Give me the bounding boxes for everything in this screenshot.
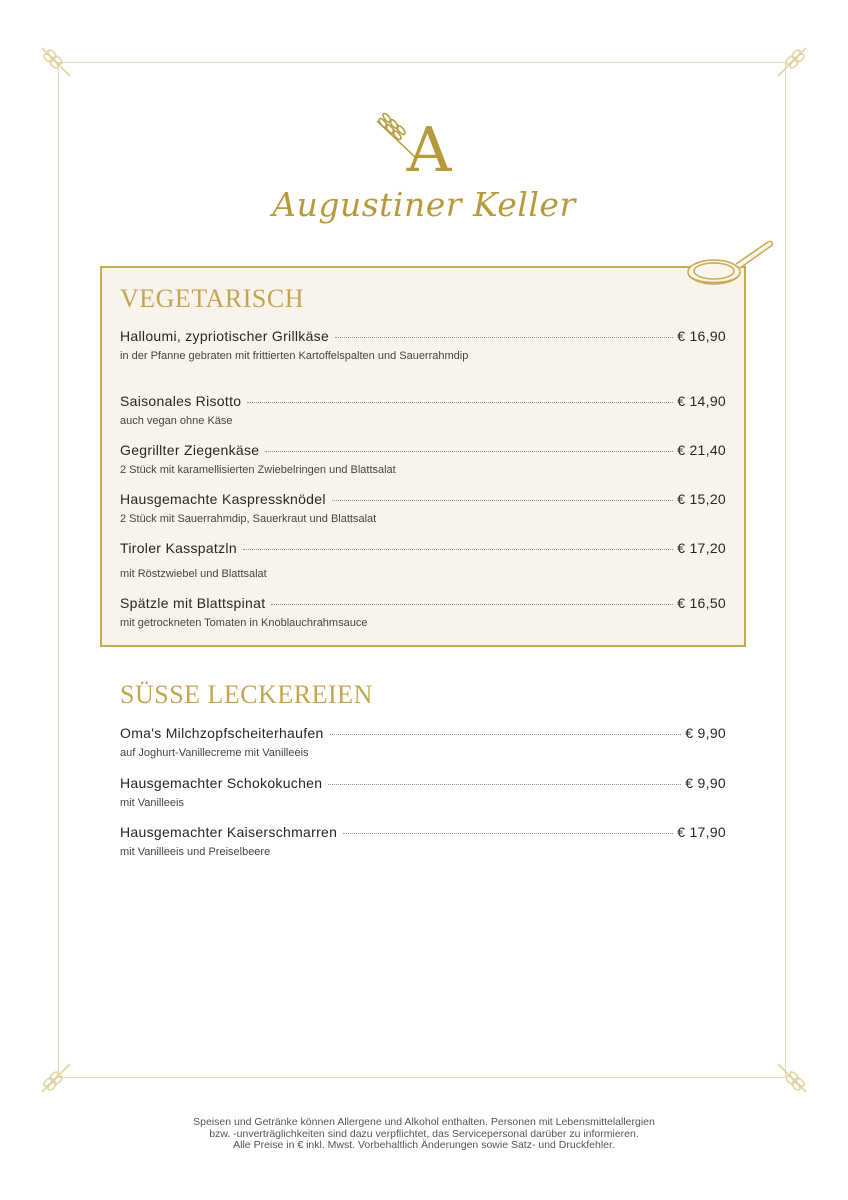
item-description: 2 Stück mit Sauerrahmdip, Sauerkraut und Blattsalat: [120, 513, 377, 525]
item-name: Hausgemachter Schokokuchen: [120, 775, 323, 791]
wheat-ear-icon: [770, 44, 810, 84]
item-name: Halloumi, zypriotischer Grillkäse: [120, 328, 330, 344]
menu-item: [120, 775, 726, 811]
dot-leader: [271, 604, 673, 605]
item-name: Tiroler Kasspatzln: [120, 540, 237, 556]
menu-item: [120, 491, 726, 527]
item-name: Gegrillter Ziegenkäse: [120, 442, 260, 458]
footer-line: Speisen und Getränke können Allergene und Alkohol enthalten. Personen mit Lebensmittelallergien: [193, 1116, 655, 1128]
brand-name: Augustiner Keller: [272, 185, 576, 224]
dot-leader: [265, 451, 673, 452]
item-description: 2 Stück mit karamellisierten Zwiebelringen und Blattsalat: [120, 464, 396, 476]
menu-item: [120, 824, 726, 860]
item-price: € 16,90: [677, 328, 726, 344]
dot-leader: [335, 337, 673, 338]
dot-leader: [243, 549, 673, 550]
item-price: € 14,90: [677, 393, 726, 409]
item-price: € 9,90: [685, 725, 726, 741]
item-name: Spätzle mit Blattspinat: [120, 595, 266, 611]
section-title-vegetarian: VEGETARISCH: [120, 284, 304, 313]
item-price: € 21,40: [677, 442, 726, 458]
item-description: auch vegan ohne Käse: [120, 415, 233, 427]
item-name: Hausgemachter Kaiserschmarren: [120, 824, 338, 840]
item-description: mit Vanilleeis und Preiselbeere: [120, 846, 271, 858]
item-name: Oma's Milchzopfscheiterhaufen: [120, 725, 324, 741]
menu-item: [120, 725, 726, 761]
section-title-desserts: SÜSSE LECKEREIEN: [120, 680, 373, 709]
dot-leader: [328, 784, 681, 785]
svg-text:A: A: [406, 113, 452, 179]
item-description: in der Pfanne gebraten mit frittierten Kartoffelspalten und Sauerrahmdip: [120, 350, 469, 362]
wheat-ear-icon: [770, 1056, 810, 1096]
dot-leader: [343, 833, 673, 834]
legal-footer: [0, 1117, 848, 1152]
item-description: auf Joghurt-Vanillecreme mit Vanilleeis: [120, 747, 309, 759]
item-description: mit Vanilleeis: [120, 797, 184, 809]
item-description: mit getrockneten Tomaten in Knoblauchrahmsauce: [120, 617, 368, 629]
item-price: € 17,20: [677, 540, 726, 556]
item-name: Saisonales Risotto: [120, 393, 242, 409]
dot-leader: [247, 402, 673, 403]
logo: [0, 105, 848, 224]
item-price: € 9,90: [685, 775, 726, 791]
brand-monogram: [369, 105, 479, 179]
menu-item: [120, 328, 726, 364]
footer-line: Alle Preise in € inkl. Mwst. Vorbehaltlich Änderungen sowie Satz- und Druckfehler.: [233, 1139, 615, 1151]
item-price: € 15,20: [677, 491, 726, 507]
dot-leader: [330, 734, 682, 735]
item-description: mit Röstzwiebel und Blattsalat: [120, 568, 267, 580]
menu-item: [120, 442, 726, 478]
menu-item: [120, 595, 726, 631]
item-price: € 16,50: [677, 595, 726, 611]
item-price: € 17,90: [677, 824, 726, 840]
wheat-ear-icon: [38, 44, 78, 84]
dot-leader: [332, 500, 673, 501]
item-name: Hausgemachte Kaspressknödel: [120, 491, 326, 507]
menu-item: [120, 393, 726, 429]
wheat-ear-icon: [38, 1056, 78, 1096]
frying-pan-icon: [684, 234, 776, 298]
menu-item: [120, 540, 726, 582]
footer-line: bzw. -unverträglichkeiten sind dazu verpflichtet, das Servicepersonal darüber zu informieren.: [209, 1127, 639, 1140]
